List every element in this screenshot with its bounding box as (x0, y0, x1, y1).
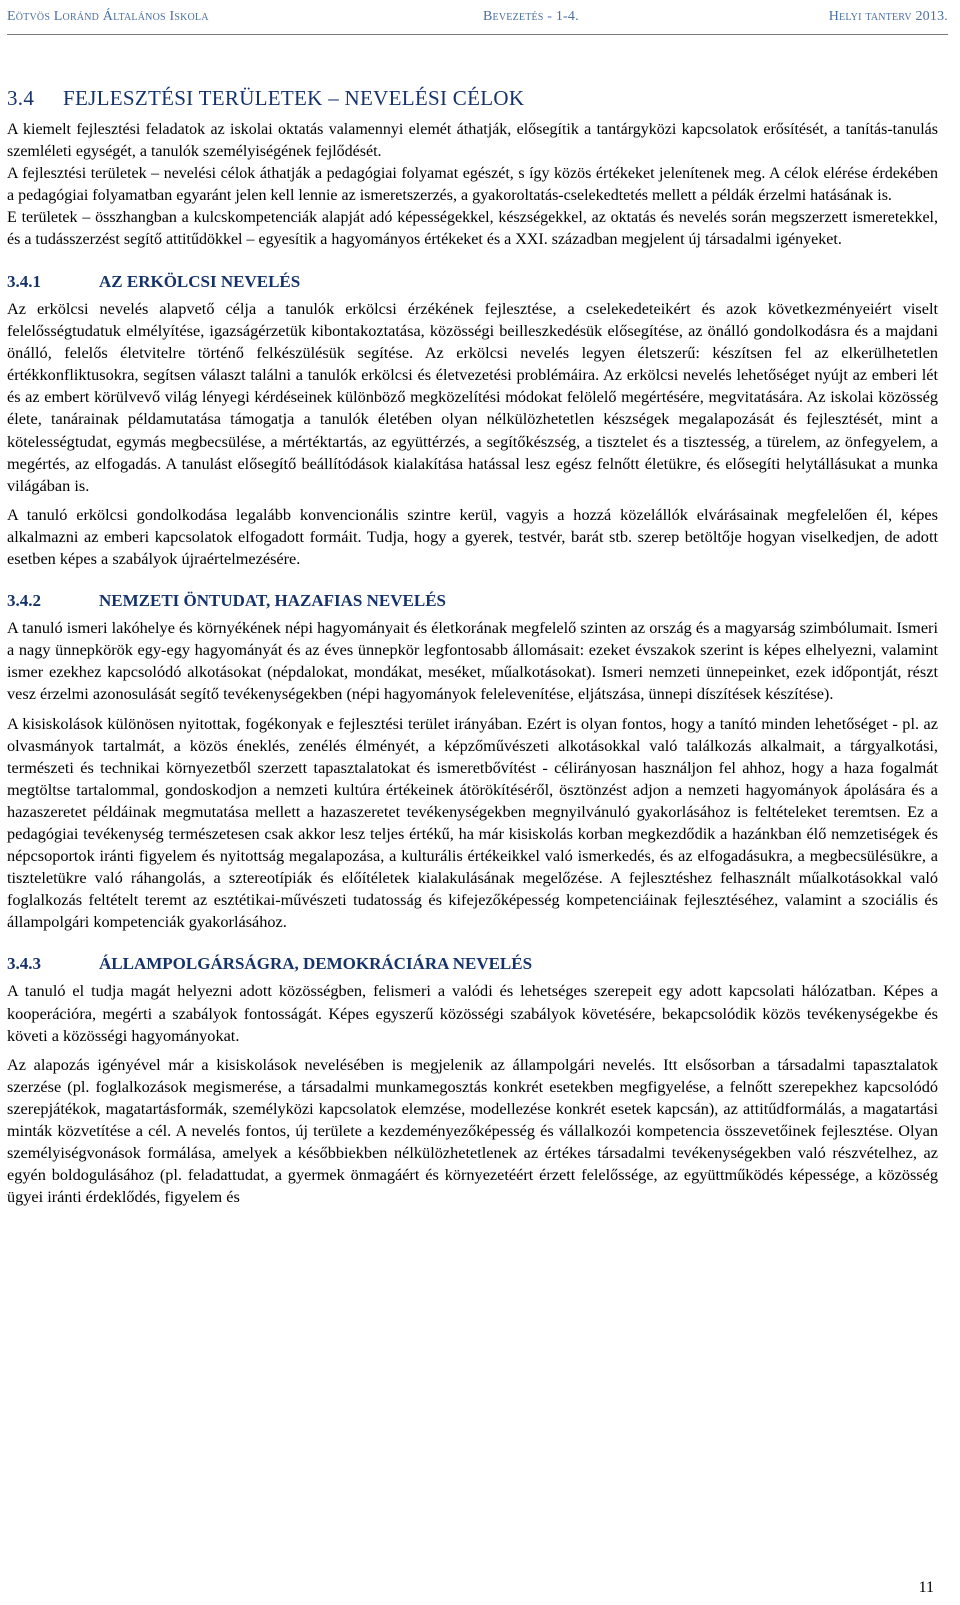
page-header (7, 4, 948, 35)
header-document-title: Helyi tanterv 2013. (828, 9, 948, 24)
paragraph: Az alapozás igényével már a kisiskolások nevelésében is megjelenik az állampolgári nevelés. Itt elsősorban a társadalmi tapasztalatok szerzése (pl. foglalkozások megismerése, a társadalmi munkamegosztás konkrét esetekben megfigyelése, a felnőtt szerepekhez kapcsolódó szerepjátékok, magatartásformák, személyközi kapcsolatok elemzése, modellezése konkrét esetek kapcsán), az attitűdformálás, a magatartási minták közvetítése a cél. A nevelés fontos, új területe a kezdeményezőképesség és vállalkozói kompetencia összevetőinek fejlesztése. Olyan személyiségvonások formálása, amelyek a későbbiekben nélkülözhetetlenek az értékes társadalmi tevékenységekben való részvételhez, az egyén boldogulásához (pl. feladattudat, a gyermek önmagáért és környezetéért érzett felelőssége, az együttműködés képessége, a közösség ügyei iránti érdeklődés, figyelem és (7, 1054, 938, 1207)
section-title: FEJLESZTÉSI TERÜLETEK – NEVELÉSI CÉLOK (63, 86, 525, 110)
paragraph: A kiemelt fejlesztési feladatok az iskolai oktatás valamennyi elemét áthatják, elősegítik a tantárgyközi kapcsolatok erősítését, a tanítás-tanulás szemléleti egységét, a tanulók személyiségének fejlődését. (7, 121, 938, 160)
section-number: 3.4.2 (7, 591, 41, 611)
paragraph: A kisiskolások különösen nyitottak, fogékonyak e fejlesztési terület irányában. Ezért is olyan fontos, hogy a tanító minden lehetőséget - pl. az olvasmányok tartalmát, a közös éneklés, zenélés élményét, a képzőművészeti alkotásokkal való találkozás alkalmait, a tárgyalkotási, természeti és technikai környezetből szerzett tapasztalatokat és ismeretbővítést - célirányosan használjon fel ahhoz, hogy a haza fogalmát megtöltse tartalommal, gondoskodjon a nemzeti kultúra értékeinek átörökítéséről, ösztönzést adjon a nemzeti hagyományok ápolására és a hazaszeretet példáinak megmutatása mellett a hazaszeretet tevékenységekben megnyilvánuló gyakorlásához is feltételeket teremtsen. Ez a pedagógiai tevékenység természetesen csak akkor lesz teljes értékű, ha már kisiskolás korban megkezdődik a hazánkban élő nemzetiségek és népcsoportok iránti figyelem és nyitottság megalapozása, a kulturális értékeikkel való ismerkedés, és az elfogadásukra, a megbecsülésükre, a tiszteletükre való ráhangolás, a sztereotípiák és előítéletek kialakulásának megelőzése. A fejlesztéshez felhasznált műalkotásokkal való foglalkozás feltételt teremt az esztétikai-művészeti tudatosság és kifejezőképesség kompetenciáinak fejlesztéséhez, valamint a szociális és állampolgári kompetenciák gyakorlásához. (7, 713, 938, 932)
section-title: AZ ERKÖLCSI NEVELÉS (99, 272, 301, 291)
paragraph: A fejlesztési területek – nevelési célok áthatják a pedagógiai folyamat egészét, s így közös értékeket jelenítenek meg. A célok elérése érdekében a pedagógiai folyamatban egyaránt jelen kell lennie az ismeretszerzés, a gyakoroltatás-cselekedtetés mellett a példák érzelmi hatásának is. (7, 165, 938, 204)
header-school-name: Eötvös Loránd Általános Iskola (7, 9, 209, 24)
paragraph: A tanuló ismeri lakóhelye és környékének népi hagyományait és életkorának megfelelő szinten az ország és a magyarság szimbólumait. Ismeri a nagy ünnepkörök egy-egy hagyományát és az éves ünnepkör legfontosabb állomásait: ezeket évszakok szerint is képes elhelyezni, valamint ismer ezekhez kapcsolódó alkotásokat (népdalokat, mondákat, meséket, műalkotásokat). Ismeri nemzeti ünnepeinket, ezek időpontját, részt vesz érzelmi azonosulását segítő tevékenységekben (népi hagyományok felelevenítése, eljátszása, ünnepi díszítések készítése). (7, 618, 938, 704)
section-number: 3.4 (7, 86, 35, 110)
page-number: 11 (918, 1579, 934, 1596)
paragraph: Az erkölcsi nevelés alapvető célja a tanulók erkölcsi érzékének fejlesztése, a cselekedeteikért és azok következményeiért viselt felelősségtudatuk elmélyítése, igazságérzetük kibontakoztatása, közösségi beilleszkedésük elősegítése, az önálló gondolkodásra és a majdani önálló, felelős életvitelre történő felkészülésük segítése. Az erkölcsi nevelés legyen életszerű: készítsen fel az elkerülhetetlen értékkonfliktusokra, segítsen választ találni a tanulók erkölcsi és életvezetési problémáira. Az erkölcsi nevelés lehetőséget nyújt az emberi lét és az embert körülvevő világ lényegi kérdéseinek különböző megközelítési módokat felölelő megértésére, megvitatására. Az iskolai közösség élete, tanárainak példamutatása támogatja a tanulók életében olyan nélkülözhetetlen készségek megalapozását és fejlesztését, mint a kötelességtudat, egymás megbecsülése, a mértéktartás, az együttérzés, a segítőkészség, a tisztelet és a tisztesség, a türelem, az önfegyelem, a megértés, az elfogadás. A tanulást elősegítő beállítódások kialakítása hatással lesz egész felnőtt életükre, és elősegíti helytállásukat a munka világában is. (7, 299, 938, 495)
section-title: ÁLLAMPOLGÁRSÁGRA, DEMOKRÁCIÁRA NEVELÉS (99, 954, 533, 974)
section-heading-3-4-2 (7, 591, 938, 611)
section-heading-3-4 (7, 86, 938, 111)
section-heading-3-4-1 (7, 272, 938, 292)
section-number: 3.4.3 (7, 954, 41, 974)
document-body (7, 86, 938, 1208)
section-number: 3.4.1 (7, 272, 41, 291)
header-section-title: Bevezetés - 1-4. (483, 9, 579, 24)
paragraph: A tanuló el tudja magát helyezni adott közösségben, felismeri a valódi és lehetséges szerepeit egy adott kapcsolati hálózatban. Képes a kooperációra, megérti a szabályok fontosságát. Képes egyszerű közösségi szabályok követésére, bekapcsolódik közös tevékenységekbe és követi a közösségi hagyományokat. (7, 981, 938, 1045)
paragraph: E területek – összhangban a kulcskompetenciák alapját adó képességekkel, készségekkel, az oktatás és nevelés során megszerzett ismeretekkel, és a tudásszerzést segítő attitűdökkel – egyesítik a hagyományos értékeket és a XXI. században megjelent új társadalmi igényeket. (7, 209, 938, 248)
section-heading-3-4-3 (7, 954, 938, 974)
section-title: NEMZETI ÖNTUDAT, HAZAFIAS NEVELÉS (99, 591, 446, 611)
paragraph: A tanuló erkölcsi gondolkodása legalább konvencionális szintre kerül, vagyis a hozzá közelállók elvárásainak megfelelően él, képes alkalmazni az emberi kapcsolatok elfogadott formáit. Tudja, hogy a gyerek, testvér, barát stb. szerep betöltője hogyan viselkedjen, de adott esetben képes a szabályok újraértelmezésére. (7, 504, 938, 569)
